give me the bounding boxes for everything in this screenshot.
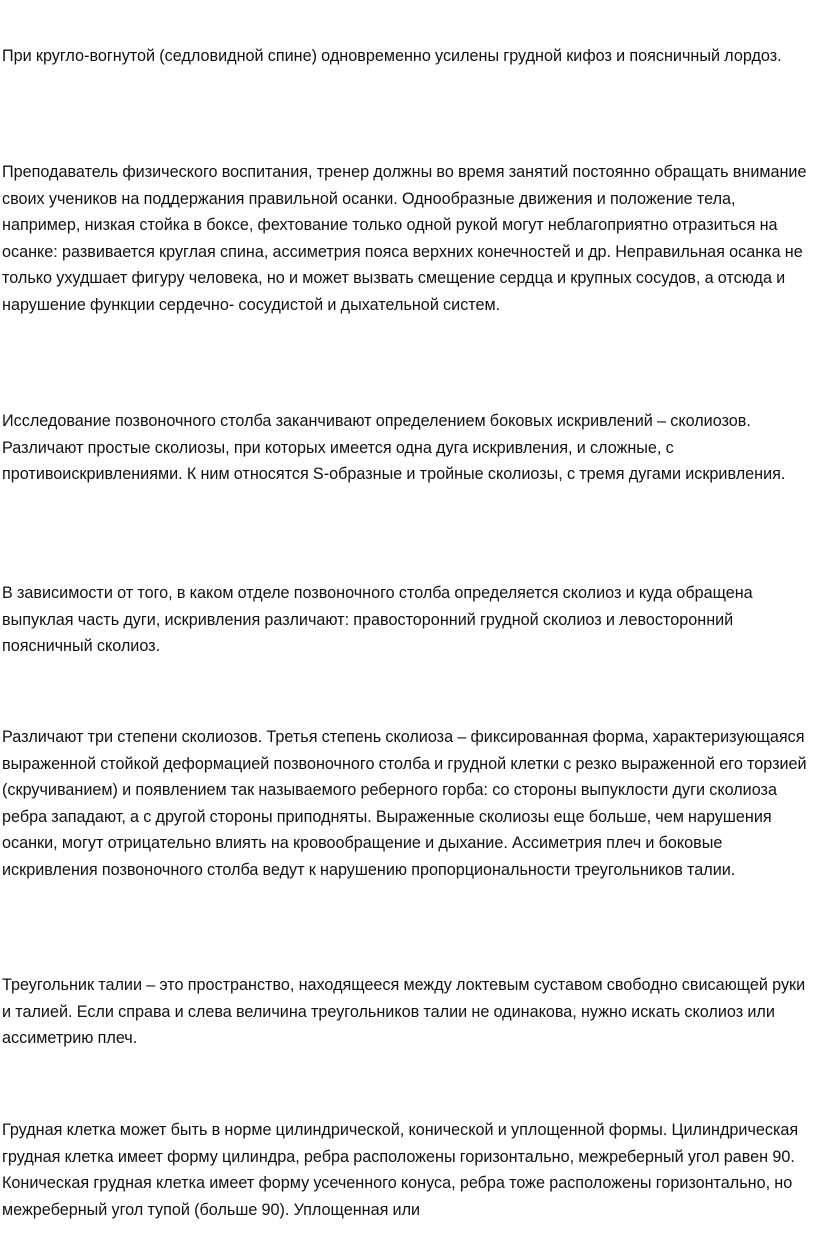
paragraph-scoliosis-types: Исследование позвоночного столба заканчивают определением боковых искривлений – сколиозов. Различают простые сколиозы, при которых имеется одна дуга искривления, и сложные, с противоискривлениями. К ним относятся S-образные и тройные сколиозы, с тремя дугами искривления. xyxy=(2,412,786,483)
paragraph-saddle-back: При кругло-вогнутой (седловидной спине) одновременно усилены грудной кифоз и поясничный лордоз. xyxy=(2,47,782,65)
paragraph-posture-teacher: Преподаватель физического воспитания, тренер должны во время занятий постоянно обращать внимание своих учеников на поддержания правильной осанки. Однообразные движения и положение тела, например, низкая стойка в боксе, фехтование только одной рукой могут неблагоприятно отразиться на осанке: развивается круглая спина, ассиметрия пояса верхних конечностей и др. Неправильная осанка не только ухудшает фигуру человека, но и может вызвать смещение сердца и крупных сосудов, а отсюда и нарушение функции сердечно- сосудистой и дыхательной систем. xyxy=(2,163,807,314)
paragraph-chest-shape: Грудная клетка может быть в норме цилиндрической, конической и уплощенной формы. Цилиндрическая грудная клетка имеет форму цилиндра, ребра расположены горизонтально, межреберный угол равен 90. Коническая грудная клетка имеет форму усеченного конуса, ребра тоже расположены горизонтально, но межреберный угол тупой (больше 90). Уплощенная или xyxy=(2,1121,799,1219)
paragraph-waist-triangle: Треугольник талии – это пространство, находящееся между локтевым суставом свободно свисающей руки и талией. Если справа и слева величина треугольников талии не одинакова, нужно искать сколиоз или ассиметрию плеч. xyxy=(2,976,806,1047)
paragraph-scoliosis-degrees: Различают три степени сколиозов. Третья степень сколиоза – фиксированная форма, характеризующаяся выраженной стойкой деформацией позвоночного столба и грудной клетки с резко выраженной его торзией (скручиванием) и появлением так называемого реберного горба: со стороны выпуклости дуги сколиоза ребра западают, а с другой стороны приподняты. Выраженные сколиозы еще больше, чем нарушения осанки, могут отрицательно влиять на кровообращение и дыхание. Ассиметрия плеч и боковые искривления позвоночного столба ведут к нарушению пропорциональности треугольников талии. xyxy=(2,728,807,879)
paragraph-scoliosis-location: В зависимости от того, в каком отделе позвоночного столба определяется сколиоз и куда обращена выпуклая часть дуги, искривления различают: правосторонний грудной сколиоз и левосторонний поясничный сколиоз. xyxy=(2,584,753,655)
